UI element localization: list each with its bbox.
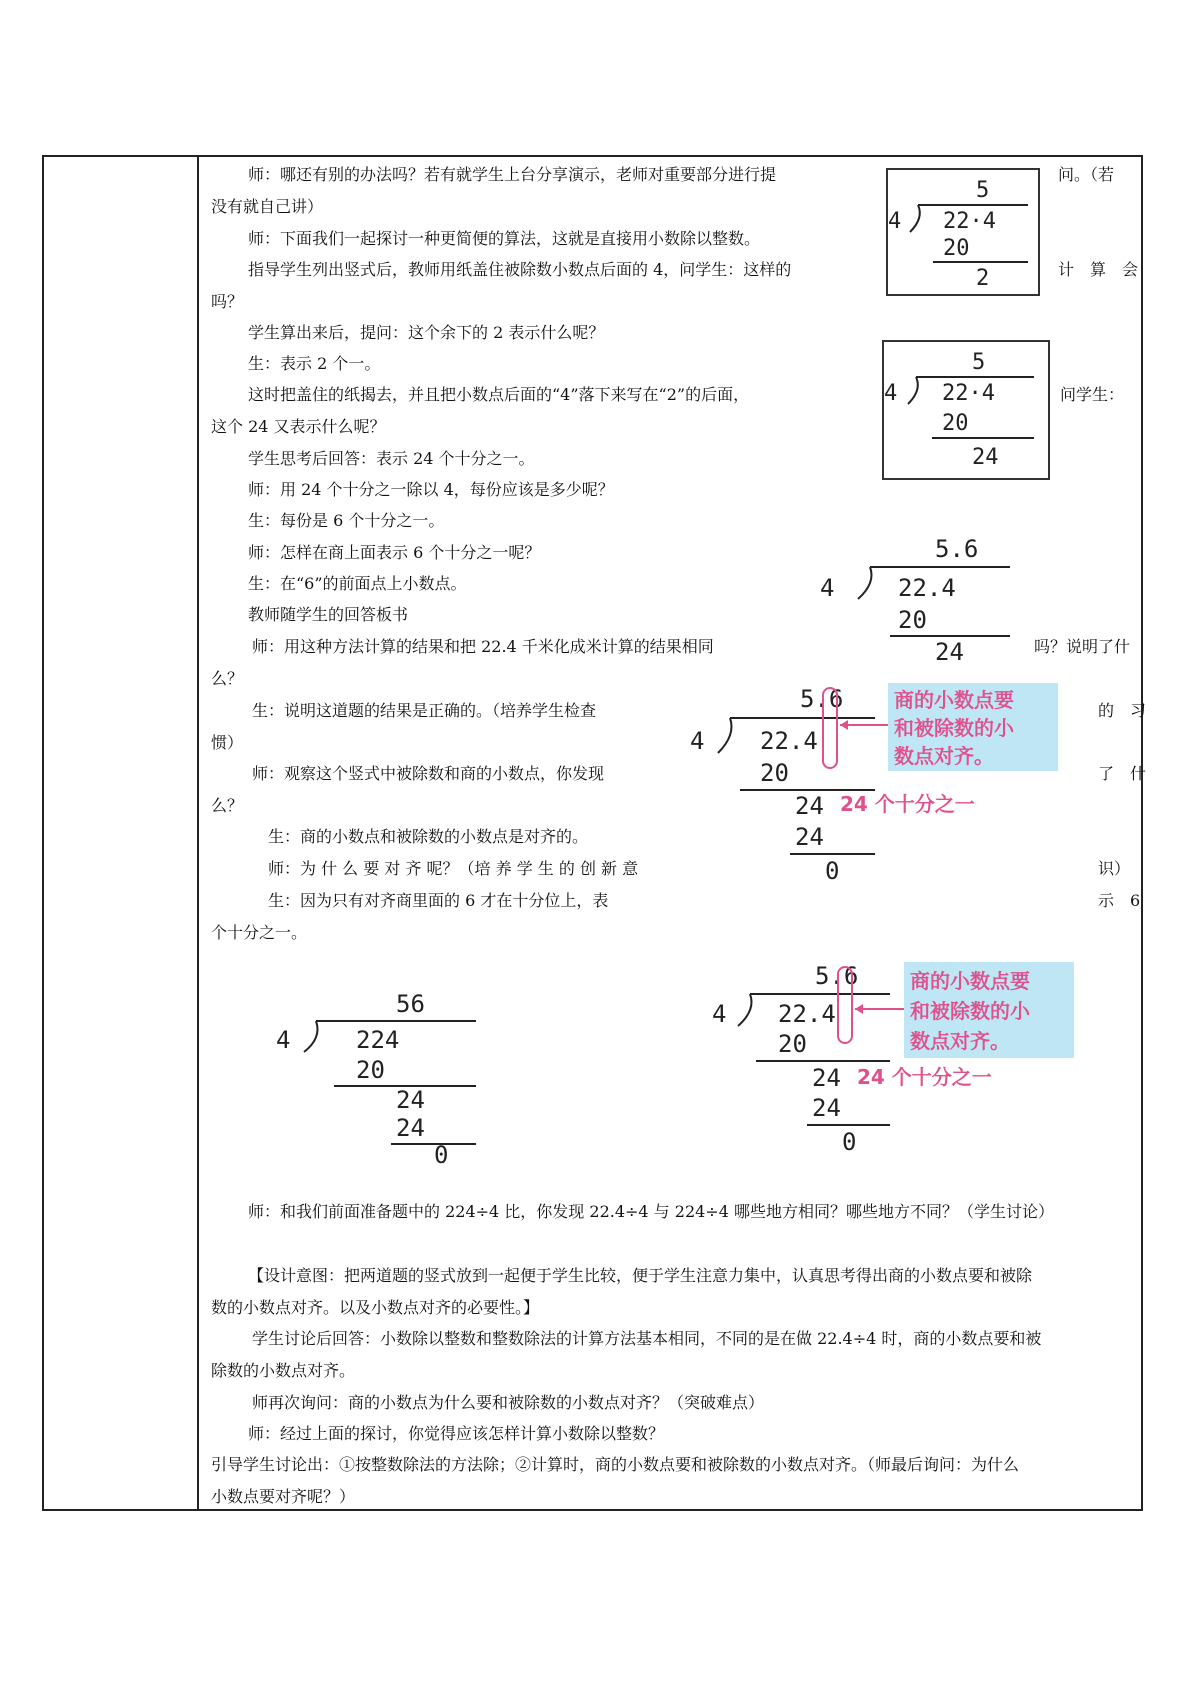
text-line: 生：在“6”的前面点上小数点。 bbox=[248, 574, 467, 593]
dividend: 22.4 bbox=[760, 727, 818, 755]
text-line: 的 习 bbox=[1098, 701, 1147, 720]
division-figure-5 bbox=[276, 988, 496, 1168]
remainder: 2 bbox=[976, 266, 990, 291]
division-figure-3 bbox=[820, 533, 1020, 666]
dividend: 22.4 bbox=[898, 574, 956, 602]
text-line: 数的小数点对齐。以及小数点对齐的必要性。】 bbox=[211, 1298, 540, 1317]
final-zero: 0 bbox=[842, 1128, 857, 1156]
text-line: 除数的小数点对齐。 bbox=[211, 1361, 356, 1380]
subtrahend: 20 bbox=[942, 411, 969, 436]
text-line: 师：用 24 个十分之一除以 4，每份应该是多少呢？ bbox=[248, 480, 614, 499]
division-figure-1 bbox=[886, 168, 1040, 296]
text-line: 引导学生讨论出：①按整数除法的方法除；②计算时，商的小数点要和被除数的小数点对齐。（师最后询问：为什么 bbox=[211, 1455, 1020, 1474]
division-figure-2 bbox=[882, 340, 1050, 480]
remainder: 24 bbox=[795, 792, 824, 820]
text-line: 师：下面我们一起探讨一种更简便的算法，这就是直接用小数除以整数。 bbox=[248, 229, 761, 248]
divisor: 4 bbox=[276, 1026, 291, 1054]
remainder: 24 bbox=[396, 1086, 425, 1114]
remainder-2: 24 bbox=[812, 1094, 841, 1122]
text-line: 惯） bbox=[211, 733, 244, 752]
text-line: 识） bbox=[1098, 859, 1131, 878]
text-line: 师：怎样在商上面表示 6 个十分之一呢？ bbox=[248, 543, 541, 562]
text-line: 么？ bbox=[211, 796, 244, 815]
text-line: 问学生： bbox=[1060, 385, 1125, 404]
text-line: 学生算出来后，提问：这个余下的 2 表示什么呢？ bbox=[248, 323, 605, 342]
dividend: 22·4 bbox=[942, 381, 995, 406]
divisor: 4 bbox=[712, 1000, 727, 1028]
text-line: 指导学生列出竖式后，教师用纸盖住被除数小数点后面的 4，问学生：这样的 bbox=[248, 260, 792, 279]
remainder: 24 bbox=[972, 445, 999, 470]
final-zero: 0 bbox=[434, 1141, 449, 1169]
text-line: 师：为 什 么 要 对 齐 呢？（培 养 学 生 的 创 新 意 bbox=[268, 859, 639, 878]
quotient: 5.6 bbox=[800, 685, 844, 713]
text-line: 教师随学生的回答板书 bbox=[248, 605, 409, 624]
callout-line: 商的小数点要 bbox=[894, 688, 1014, 712]
remainder-note: 24 个十分之一 bbox=[840, 792, 975, 816]
text-line: 没有就自己讲） bbox=[211, 197, 324, 216]
quotient: 56 bbox=[396, 990, 425, 1018]
text-line: 小数点要对齐呢？） bbox=[211, 1487, 356, 1506]
divisor: 4 bbox=[690, 727, 705, 755]
text-line: 吗？说明了什 bbox=[1034, 637, 1131, 656]
divisor: 4 bbox=[820, 574, 835, 602]
remainder-note: 24 个十分之一 bbox=[857, 1065, 992, 1089]
remainder: 24 bbox=[935, 638, 964, 666]
subtrahend: 20 bbox=[778, 1030, 807, 1058]
text-line: 师：观察这个竖式中被除数和商的小数点，你发现 bbox=[252, 764, 605, 783]
text-line: 生：因为只有对齐商里面的 6 才在十分位上，表 bbox=[268, 891, 609, 910]
text-line: 师再次询问：商的小数点为什么要和被除数的小数点对齐？（突破难点） bbox=[252, 1393, 765, 1412]
text-line: 师：和我们前面准备题中的 224÷4 比，你发现 22.4÷4 与 224÷4 哪些地方相同？哪些地方不同？（学生讨论） bbox=[248, 1202, 1054, 1221]
callout-line: 数点对齐。 bbox=[894, 744, 994, 768]
text-line: 个十分之一。 bbox=[211, 923, 308, 942]
text-line: 问。（若 bbox=[1058, 165, 1115, 184]
division-figure-6 bbox=[712, 962, 1092, 1162]
text-line: 生：每份是 6 个十分之一。 bbox=[248, 511, 445, 530]
text-line: 示 6 bbox=[1098, 891, 1141, 910]
dividend: 224 bbox=[356, 1026, 400, 1054]
quotient: 5 bbox=[972, 350, 986, 375]
callout-line: 和被除数的小 bbox=[910, 999, 1030, 1023]
remainder-2: 24 bbox=[396, 1114, 425, 1142]
quotient: 5 bbox=[976, 178, 990, 203]
divisor: 4 bbox=[884, 381, 898, 406]
text-line: 学生思考后回答：表示 24 个十分之一。 bbox=[248, 449, 535, 468]
subtrahend: 20 bbox=[898, 606, 927, 634]
callout-line: 数点对齐。 bbox=[910, 1029, 1010, 1053]
text-line: 吗？ bbox=[211, 292, 244, 311]
table-column-divider bbox=[197, 155, 199, 1511]
remainder: 24 bbox=[812, 1064, 841, 1092]
subtrahend: 20 bbox=[760, 759, 789, 787]
text-line: 师：经过上面的探讨，你觉得应该怎样计算小数除以整数？ bbox=[248, 1424, 665, 1443]
remainder-2: 24 bbox=[795, 823, 824, 851]
quotient: 5.6 bbox=[935, 535, 979, 563]
callout-line: 商的小数点要 bbox=[910, 969, 1030, 993]
text-line: 这个 24 又表示什么呢？ bbox=[211, 417, 386, 436]
text-line: 【设计意图：把两道题的竖式放到一起便于学生比较，便于学生注意力集中，认真思考得出商的小数点要和被除 bbox=[248, 1266, 1033, 1285]
text-line: 学生讨论后回答：小数除以整数和整数除法的计算方法基本相同，不同的是在做 22.4÷4 时，商的小数点要和被 bbox=[252, 1329, 1042, 1348]
text-line: 生：说明这道题的结果是正确的。（培养学生检查 bbox=[252, 701, 597, 720]
text-line: 这时把盖住的纸揭去，并且把小数点后面的“4”落下来写在“2”的后面， bbox=[248, 385, 750, 404]
divisor: 4 bbox=[888, 209, 902, 234]
text-line: 计 算 会 bbox=[1058, 260, 1139, 279]
subtrahend: 20 bbox=[356, 1056, 385, 1084]
dividend: 22·4 bbox=[943, 209, 996, 234]
text-line: 了 什 bbox=[1098, 764, 1147, 783]
text-line: 师：哪还有别的办法吗？若有就学生上台分享演示，老师对重要部分进行提 bbox=[248, 165, 777, 184]
callout-line: 和被除数的小 bbox=[894, 716, 1014, 740]
final-zero: 0 bbox=[825, 857, 840, 885]
text-line: 师：用这种方法计算的结果和把 22.4 千米化成米计算的结果相同 bbox=[252, 637, 714, 656]
text-line: 么？ bbox=[211, 669, 244, 688]
text-line: 生：表示 2 个一。 bbox=[248, 354, 381, 373]
text-line: 生：商的小数点和被除数的小数点是对齐的。 bbox=[268, 827, 589, 846]
division-figure-4 bbox=[690, 683, 1080, 888]
subtrahend: 20 bbox=[943, 236, 970, 261]
dividend: 22.4 bbox=[778, 1000, 836, 1028]
quotient: 5.6 bbox=[815, 962, 859, 990]
